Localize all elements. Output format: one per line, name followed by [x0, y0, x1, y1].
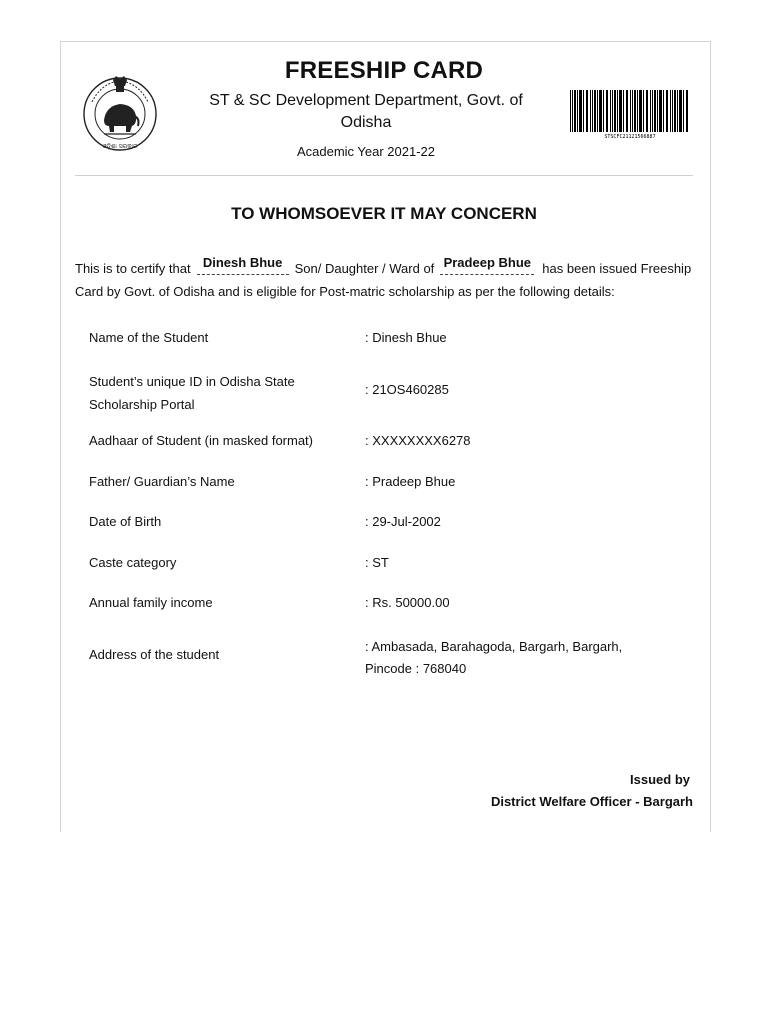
concern-heading: TO WHOMSOEVER IT MAY CONCERN: [231, 204, 537, 223]
detail-value: : Rs. 50000.00: [365, 595, 450, 610]
detail-label: Father/ Guardian’s Name: [89, 474, 235, 489]
certify-middle: Son/ Daughter / Ward of: [294, 261, 435, 276]
detail-label: Annual family income: [89, 595, 213, 610]
detail-label: Date of Birth: [89, 514, 162, 529]
certify-prefix: This is to certify that: [75, 261, 191, 276]
guardian-name-fill: Pradeep Bhue: [440, 252, 534, 275]
detail-label: Name of the Student: [89, 330, 209, 345]
detail-value: : Ambasada, Barahagoda, Bargarh, Bargarh, Pincode : 768040: [365, 639, 623, 676]
issuing-officer: District Welfare Officer - Bargarh: [490, 794, 693, 809]
detail-value: : Pradeep Bhue: [365, 474, 456, 489]
svg-text:STSCFC21121566887: STSCFC21121566887: [604, 134, 656, 140]
detail-label: Caste category: [89, 555, 177, 570]
detail-label: Student’s unique ID in Odisha State Scholarship Portal: [89, 374, 295, 412]
detail-value: : XXXXXXXX6278: [365, 433, 471, 448]
detail-value: : 29-Jul-2002: [365, 514, 441, 529]
detail-value: : ST: [365, 555, 389, 570]
detail-value: : 21OS460285: [365, 382, 449, 397]
certification-paragraph: [75, 255, 700, 303]
academic-year: Academic Year 2021-22: [296, 144, 436, 159]
department-name: ST & SC Development Department, Govt. of Odisha: [209, 92, 523, 131]
svg-text:ଓଡ଼ିଶା ସରକାର: ଓଡ଼ିଶା ସରକାର: [102, 143, 138, 150]
detail-value: : Dinesh Bhue: [365, 330, 447, 345]
student-name-fill: Dinesh Bhue: [197, 252, 289, 275]
certify-suffix: has been issued Freeship Card by Govt. of Odisha and is eligible for Post-matric scholarship as per the following details:: [75, 261, 692, 299]
card-title: FREESHIP CARD: [284, 57, 484, 84]
barcode: [568, 90, 692, 140]
detail-label: Address of the student: [89, 647, 220, 662]
detail-label: Aadhaar of Student (in masked format): [89, 433, 314, 448]
issued-by-label: Issued by: [630, 772, 690, 787]
header-divider: [75, 175, 693, 176]
